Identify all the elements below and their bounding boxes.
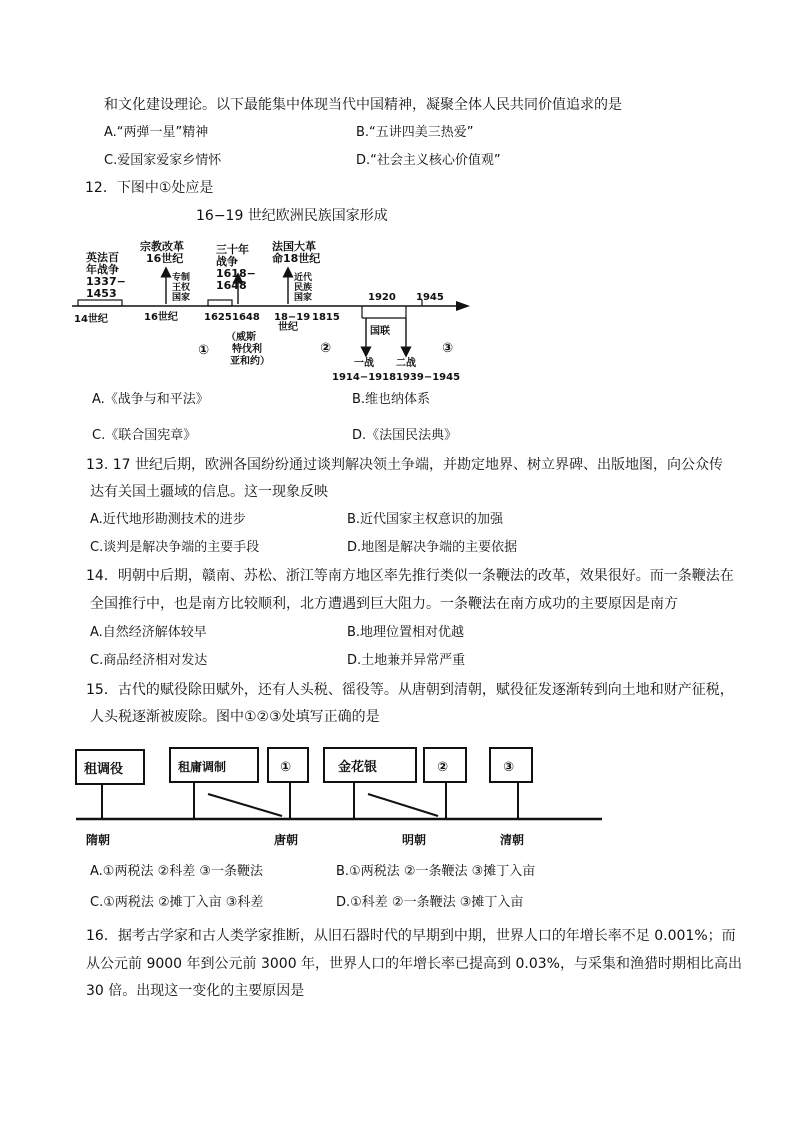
q15-option-d[interactable]: D.①科差 ②一条鞭法 ③摊丁入亩: [336, 895, 524, 910]
q12-event1-l1: 英法百: [86, 251, 119, 264]
q12-option-d[interactable]: D.《法国民法典》: [352, 428, 458, 443]
q12-event1-l2: 年战争: [86, 263, 119, 276]
q12-axis-1625: 1625: [204, 312, 232, 323]
q11-option-a[interactable]: A.“两弹一星”精神: [104, 125, 209, 140]
q15-box3-label: ①: [280, 760, 292, 775]
q15-dynasty-ming: 明朝: [402, 833, 427, 847]
q15-option-c[interactable]: C.①两税法 ②摊丁入亩 ③科差: [90, 895, 264, 910]
q12-option-a[interactable]: A.《战争与和平法》: [92, 392, 209, 407]
q12-ww2-label: 二战: [396, 358, 416, 369]
q12-marker-2: ②: [320, 341, 332, 356]
q14-option-d[interactable]: D.土地兼并异常严重: [347, 653, 466, 668]
q11-option-d[interactable]: D.“社会主义核心价值观”: [356, 153, 501, 168]
q15-box2-label: 租庸调制: [178, 760, 227, 774]
q11-stem: 和文化建设理论。以下最能集中体现当代中国精神，凝聚全体人民共同价值追求的是: [104, 97, 622, 113]
q15-option-a[interactable]: A.①两税法 ②科差 ③一条鞭法: [90, 864, 264, 879]
q12-axis-1920: 1920: [368, 292, 396, 303]
q13-option-d[interactable]: D.地图是解决争端的主要依据: [347, 540, 518, 555]
q12-axis-1648: 1648: [232, 312, 260, 323]
q12-event2-l1: 宗教改革: [140, 240, 184, 253]
q12-note2-l3: 国家: [172, 293, 191, 303]
q12-league: 国联: [370, 326, 390, 337]
q15-box6-label: ③: [503, 760, 515, 775]
q12-event1-l4: 1453: [86, 287, 117, 300]
q12-event3-l1: 三十年: [216, 243, 249, 256]
q12-treaty-l3: 亚和约）: [230, 356, 270, 367]
q12-figure-title: 16−19 世纪欧洲民族国家形成: [196, 208, 388, 224]
q12-note2-l1: 专制: [172, 273, 191, 283]
q14-option-c[interactable]: C.商品经济相对发达: [90, 653, 208, 668]
q12-timeline-figure: [72, 228, 474, 388]
q14-option-b[interactable]: B.地理位置相对优越: [347, 625, 465, 640]
q15-dynasty-tang: 唐朝: [274, 833, 299, 847]
q13-stem-line1: 13. 17 世纪后期，欧洲各国纷纷通过谈判解决领土争端，并勘定地界、树立界碑、出版地图，向公众传: [86, 457, 723, 473]
q15-option-b[interactable]: B.①两税法 ②一条鞭法 ③摊丁入亩: [336, 864, 536, 879]
q12-stem: 12．下图中①处应是: [85, 180, 214, 196]
q15-transition-2: [368, 794, 438, 816]
q12-axis-century: 世纪: [278, 322, 298, 333]
q14-stem-line1: 14．明朝中后期，赣南、苏松、浙江等南方地区率先推行类似一条鞭法的改革，效果很好。而一条鞭法在: [86, 568, 734, 584]
q12-event3-l2: 战争: [216, 255, 238, 268]
q15-box1-label: 租调役: [84, 762, 124, 777]
q12-ww1-years: 1914−1918: [332, 372, 397, 383]
q13-option-c[interactable]: C.谈判是解决争端的主要手段: [90, 540, 260, 555]
q12-treaty-l2: 特伐利: [232, 344, 262, 355]
q12-event2-l2: 16世纪: [146, 252, 184, 265]
q15-dynasty-qing: 清朝: [500, 833, 525, 847]
q12-marker-1: ①: [198, 343, 210, 358]
q12-note2-l2: 王权: [172, 283, 191, 293]
q15-stem-line2: 人头税逐渐被废除。图中①②③处填写正确的是: [90, 709, 380, 725]
q12-axis-14c: 14世纪: [74, 314, 108, 325]
q12-ww1-label: 一战: [354, 358, 374, 369]
q12-axis-16c: 16世纪: [144, 312, 178, 323]
q12-marker-3: ③: [442, 341, 454, 356]
q12-option-c[interactable]: C.《联合国宪章》: [92, 428, 197, 443]
q14-stem-line2: 全国推行中，也是南方比较顺利，北方遭遇到巨大阻力。一条鞭法在南方成功的主要原因是南方: [90, 596, 678, 612]
q12-note4-l2: 民族: [294, 283, 313, 293]
q13-option-b[interactable]: B.近代国家主权意识的加强: [347, 512, 504, 527]
q11-option-c[interactable]: C.爱国家爱家乡情怀: [104, 153, 222, 168]
q12-note4-l3: 国家: [294, 293, 313, 303]
q16-stem-line1: 16．据考古学家和古人类学家推断，从旧石器时代的早期到中期，世界人口的年增长率不足 0.001%；而: [86, 928, 736, 944]
q12-event4-l1: 法国大革: [272, 240, 316, 253]
q12-axis-1945: 1945: [416, 292, 444, 303]
q12-event3-l3: 1618−: [216, 267, 256, 280]
q15-box4-label: 金花银: [338, 760, 378, 775]
q12-ww2-years: 1939−1945: [396, 372, 461, 383]
q13-option-a[interactable]: A.近代地形勘测技术的进步: [90, 512, 246, 527]
q14-option-a[interactable]: A.自然经济解体较早: [90, 625, 207, 640]
q15-stem-line1: 15．古代的赋役除田赋外，还有人头税、徭役等。从唐朝到清朝，赋役征发逐渐转到向土地和财产征税，: [86, 682, 734, 698]
q16-stem-line3: 30 倍。出现这一变化的主要原因是: [86, 983, 305, 999]
q12-tyw-bar: [208, 300, 232, 306]
q16-stem-line2: 从公元前 9000 年到公元前 3000 年，世界人口的年增长率已提高到 0.03%，与采集和渔猎时期相比高出: [86, 956, 742, 972]
q15-transition-1: [208, 794, 282, 816]
q12-event3-l4: 1648: [216, 279, 247, 292]
q15-dynasty-sui: 隋朝: [86, 833, 111, 847]
q12-hyw-bar: [78, 300, 122, 306]
q15-tax-figure: [72, 742, 612, 852]
q12-treaty-l1: （威斯: [226, 332, 256, 343]
q12-axis-1815: 1815: [312, 312, 340, 323]
q11-option-b[interactable]: B.“五讲四美三热爱”: [356, 125, 474, 140]
q13-stem-line2: 达有关国土疆域的信息。这一现象反映: [90, 484, 328, 500]
q12-event1-l3: 1337−: [86, 275, 126, 288]
q12-option-b[interactable]: B.维也纳体系: [352, 392, 431, 407]
q15-box5-label: ②: [437, 760, 449, 775]
q12-axis-18-19: 18−19: [274, 312, 311, 323]
q12-note4-l1: 近代: [294, 273, 313, 283]
q12-axis-arrow: [456, 301, 470, 311]
q12-event4-l2: 命18世纪: [272, 252, 321, 265]
